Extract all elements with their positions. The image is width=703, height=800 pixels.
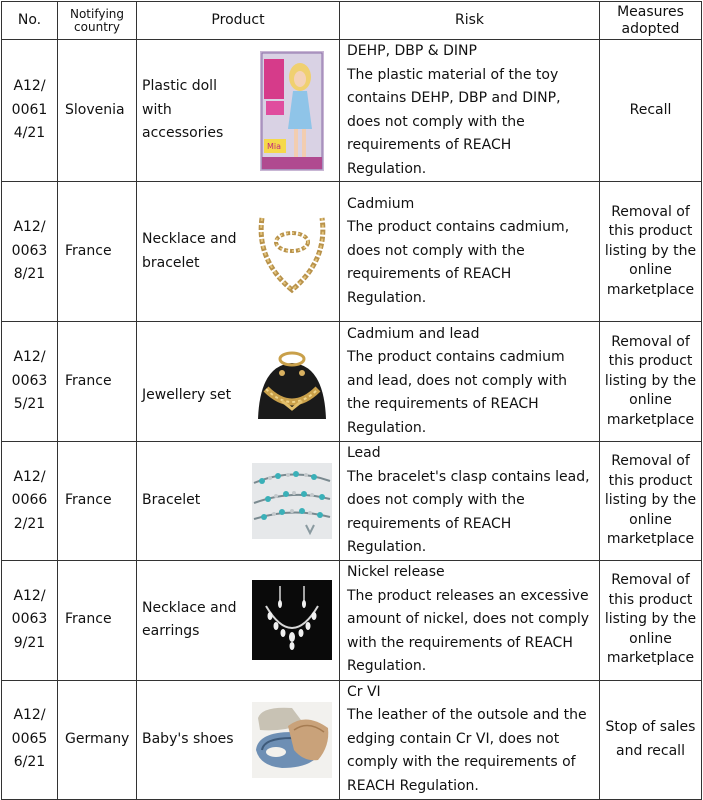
notifying-country: France: [58, 442, 137, 561]
product-cell: [137, 560, 340, 680]
risk-description: The leather of the outsole and the edging contain Cr VI, does not comply with the requirements of REACH Regulation.: [347, 707, 587, 794]
risk-description: The product releases an excessive amount of nickel, does not comply with the requirements of REACH Regulation.: [347, 587, 590, 675]
baby-shoes-photo: [251, 702, 333, 778]
measure-adopted: Recall: [600, 40, 702, 182]
risk-title: Nickel release: [347, 564, 445, 581]
product-name: Necklace and earrings: [142, 599, 237, 639]
risk-cell: [340, 680, 600, 799]
risk-description: The product contains cadmium and lead, does not comply with the requirements of REACH Regulation.: [347, 349, 567, 436]
notification-number: A12/ 0063 9/21: [2, 560, 58, 680]
notification-number: A12/ 0061 4/21: [2, 40, 58, 182]
risk-title: Cadmium: [347, 195, 415, 212]
header-no: No.: [2, 2, 58, 40]
svg-text:Mia: Mia: [266, 141, 282, 151]
notification-number: A12/ 0063 8/21: [2, 182, 58, 322]
notifying-country: France: [58, 322, 137, 442]
risk-title: Cr VI: [347, 683, 381, 700]
risk-title: Cadmium and lead: [347, 325, 480, 342]
product-name: Bracelet: [142, 492, 201, 508]
product-cell: [137, 40, 340, 182]
table-row: [2, 442, 702, 561]
product-name: Baby's shoes: [142, 730, 234, 747]
measure-adopted: Removal of this product listing by the online marketplace: [600, 442, 702, 561]
header-row: [2, 2, 702, 40]
header-risk: Risk: [340, 2, 600, 40]
notification-number: A12/ 0065 6/21: [2, 680, 58, 799]
measure-adopted: Removal of this product listing by the online marketplace: [600, 322, 702, 442]
risk-description: The plastic material of the toy contains DEHP, DBP and DINP, does not comply with the requirements of REACH Regulation.: [347, 66, 561, 177]
gold-necklace-photo: [251, 210, 333, 294]
risk-description: The bracelet's clasp contains lead, does not comply with the requirements of REACH Regulation.: [347, 468, 590, 555]
product-name: Plastic doll with accessories: [142, 78, 224, 142]
table-row: [2, 322, 702, 442]
risk-cell: [340, 442, 600, 561]
notifications-table: [1, 1, 702, 800]
product-name: Jewellery set: [142, 386, 232, 403]
risk-cell: [340, 322, 600, 442]
doll-photo: [251, 51, 333, 171]
measure-adopted: Removal of this product listing by the online marketplace: [600, 182, 702, 322]
risk-description: The product contains cadmium, does not comply with the requirements of REACH Regulation.: [347, 219, 570, 306]
product-cell: [137, 680, 340, 799]
table-row: [2, 40, 702, 182]
product-cell: [137, 322, 340, 442]
notification-number: A12/ 0063 5/21: [2, 322, 58, 442]
table-row: [2, 680, 702, 799]
header-measures: Measures adopted: [600, 2, 702, 40]
table-row: [2, 560, 702, 680]
product-cell: [137, 442, 340, 561]
header-product: Product: [137, 2, 340, 40]
notifying-country: France: [58, 560, 137, 680]
jewellery-set-photo: [251, 345, 333, 419]
risk-cell: [340, 182, 600, 322]
table-row: [2, 182, 702, 322]
crystal-necklace-photo: [251, 580, 333, 660]
risk-title: DEHP, DBP & DINP: [347, 43, 477, 59]
product-cell: [137, 182, 340, 322]
risk-cell: [340, 560, 600, 680]
notification-number: A12/ 0066 2/21: [2, 442, 58, 561]
product-name: Necklace and bracelet: [142, 231, 237, 271]
header-country: Notifying country: [58, 2, 137, 40]
measure-adopted: Stop of sales and recall: [600, 680, 702, 799]
measure-adopted: Removal of this product listing by the online marketplace: [600, 560, 702, 680]
risk-title: Lead: [347, 445, 381, 461]
notifying-country: Slovenia: [58, 40, 137, 182]
notifying-country: Germany: [58, 680, 137, 799]
notifying-country: France: [58, 182, 137, 322]
bead-bracelet-photo: [251, 463, 333, 539]
risk-cell: [340, 40, 600, 182]
